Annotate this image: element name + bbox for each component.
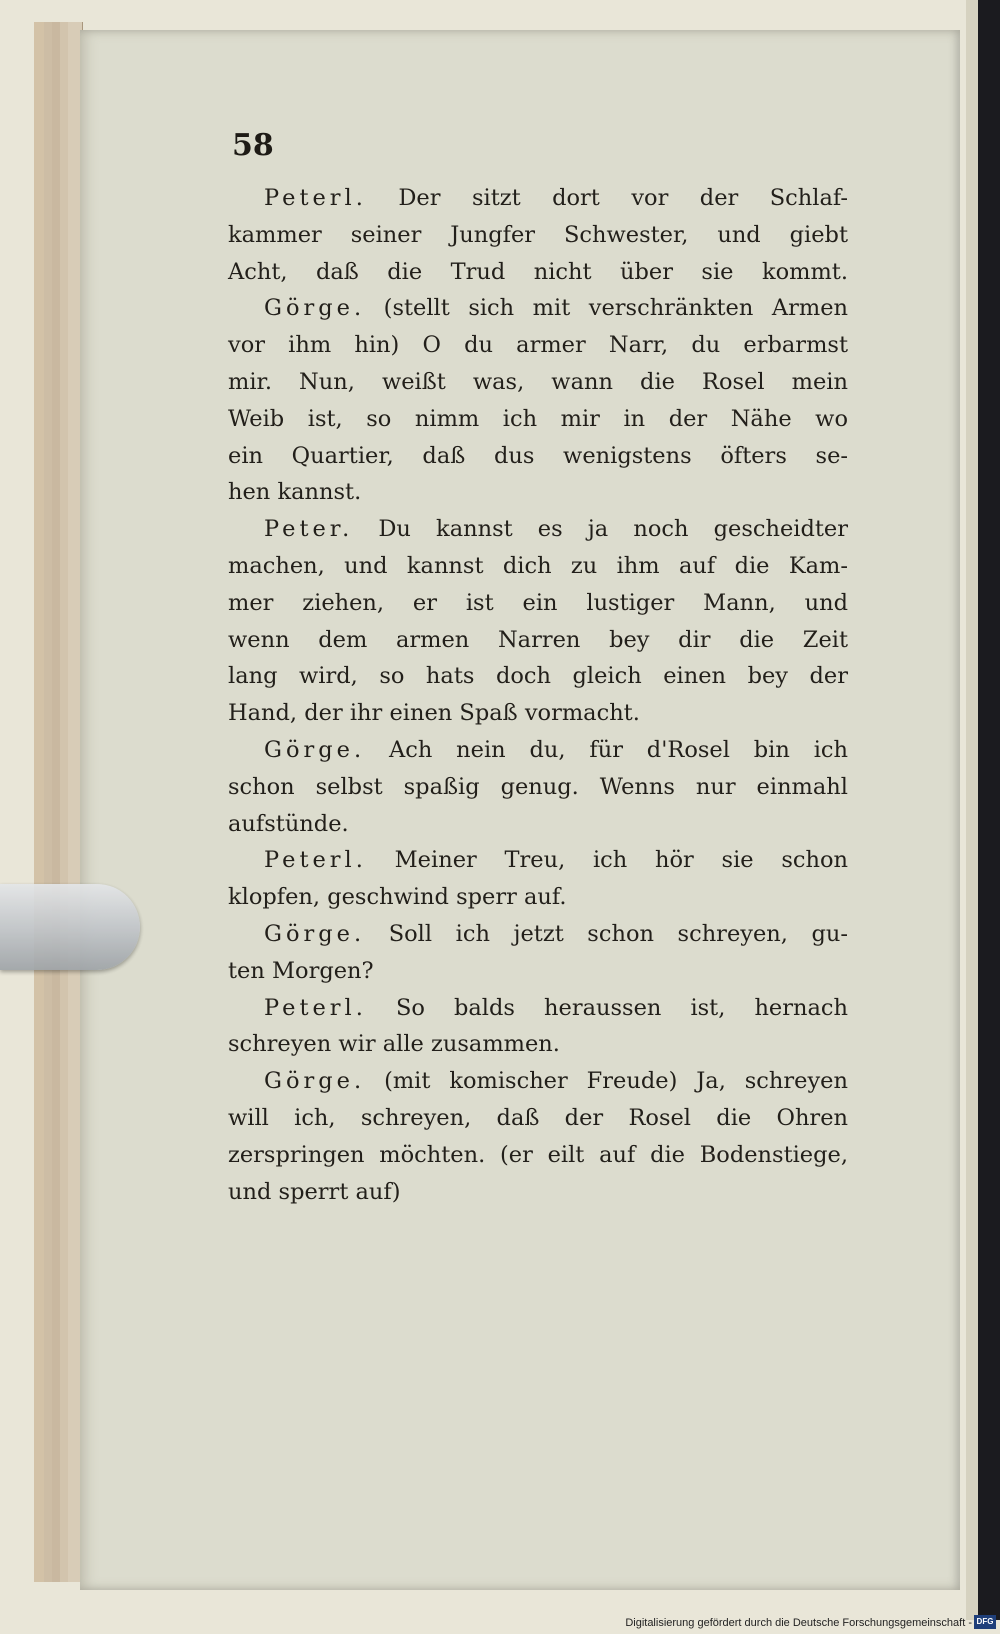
facing-page-edge [966, 0, 978, 1620]
speaker-name: Peterl. [264, 185, 367, 211]
footer-credit: Digitalisierung gefördert durch die Deutsche Forschungsgemeinschaft - [625, 1617, 972, 1629]
line-text: Ach nein du, für d'Rosel bin ich [365, 736, 848, 763]
line-text: wenn dem armen Narren bey dir die Zeit [228, 626, 848, 653]
line-text: Hand, der ihr einen Spaß vormacht. [228, 700, 640, 727]
line-text: klopfen, geschwind sperr auf. [228, 884, 567, 911]
line-text: aufstünde. [228, 810, 349, 837]
line-text: So balds heraussen ist, hernach [366, 994, 848, 1021]
text-line [228, 916, 848, 953]
line-text: ein Quartier, daß dus wenigstens öfters se- [228, 442, 848, 469]
line-text: Weib ist, so nimm ich mir in der Nähe wo [228, 405, 848, 432]
text-line [228, 474, 848, 511]
text-line [228, 585, 848, 622]
text-line [228, 953, 848, 990]
line-text: (stellt sich mit verschränkten Armen [365, 295, 848, 322]
text-line [228, 217, 848, 254]
text-line [228, 1026, 848, 1063]
text-line [228, 695, 848, 732]
text-line [228, 1137, 848, 1174]
text-line [228, 364, 848, 401]
line-text: Der sitzt dort vor der Schlaf- [366, 185, 848, 211]
text-line [228, 438, 848, 475]
line-text: mer ziehen, er ist ein lustiger Mann, und [228, 589, 848, 616]
text-line [228, 1063, 848, 1100]
text-line [228, 806, 848, 843]
line-text: Acht, daß die Trud nicht über sie kommt. [228, 258, 848, 285]
text-line [228, 658, 848, 695]
line-text: schon selbst spaßig genug. Wenns nur einmahl [228, 773, 848, 800]
speaker-name: Görge. [264, 920, 366, 947]
line-text: und sperrt auf) [228, 1178, 401, 1205]
line-text: mir. Nun, weißt was, wann die Rosel mein [228, 368, 848, 395]
speaker-name: Peterl. [264, 847, 367, 874]
text-line [228, 401, 848, 438]
text-line [228, 622, 848, 659]
text-line [228, 990, 848, 1027]
text-line [228, 1174, 848, 1211]
text-line [228, 180, 848, 217]
text-line [228, 511, 848, 548]
line-text: will ich, schreyen, daß der Rosel die Ohren [228, 1104, 848, 1131]
line-text: hen kannst. [228, 479, 362, 506]
page-number: 58 [232, 128, 274, 163]
line-text: zerspringen möchten. (er eilt auf die Bodenstiege, [228, 1141, 848, 1168]
line-text: kammer seiner Jungfer Schwester, und giebt [228, 221, 848, 248]
text-line [228, 327, 848, 364]
text-line [228, 254, 848, 291]
text-line [228, 290, 848, 327]
text-line [228, 769, 848, 806]
text-line [228, 879, 848, 916]
text-line [228, 732, 848, 769]
speaker-name: Peterl. [264, 994, 367, 1021]
line-text: schreyen wir alle zusammen. [228, 1031, 560, 1058]
line-text: ten Morgen? [228, 957, 374, 984]
speaker-name: Görge. [264, 1068, 366, 1095]
page-clip [0, 884, 140, 970]
speaker-name: Görge. [264, 295, 366, 322]
speaker-name: Görge. [264, 736, 366, 763]
line-text: machen, und kannst dich zu ihm auf die Kam- [228, 552, 848, 579]
line-text: Meiner Treu, ich hör sie schon [366, 847, 848, 874]
text-line [228, 548, 848, 585]
speaker-name: Peter. [264, 516, 354, 543]
text-line [228, 842, 848, 879]
line-text: (mit komischer Freude) Ja, schreyen [365, 1068, 848, 1095]
text-line [228, 1100, 848, 1137]
line-text: vor ihm hin) O du armer Narr, du erbarmst [228, 332, 848, 359]
dfg-logo: DFG [974, 1615, 996, 1629]
line-text: Soll ich jetzt schon schreyen, gu- [365, 920, 848, 947]
line-text: Du kannst es ja noch gescheidter [353, 516, 848, 543]
scan-border [978, 0, 1000, 1620]
line-text: lang wird, so hats doch gleich einen bey der [228, 663, 848, 690]
page-text [228, 180, 848, 1210]
